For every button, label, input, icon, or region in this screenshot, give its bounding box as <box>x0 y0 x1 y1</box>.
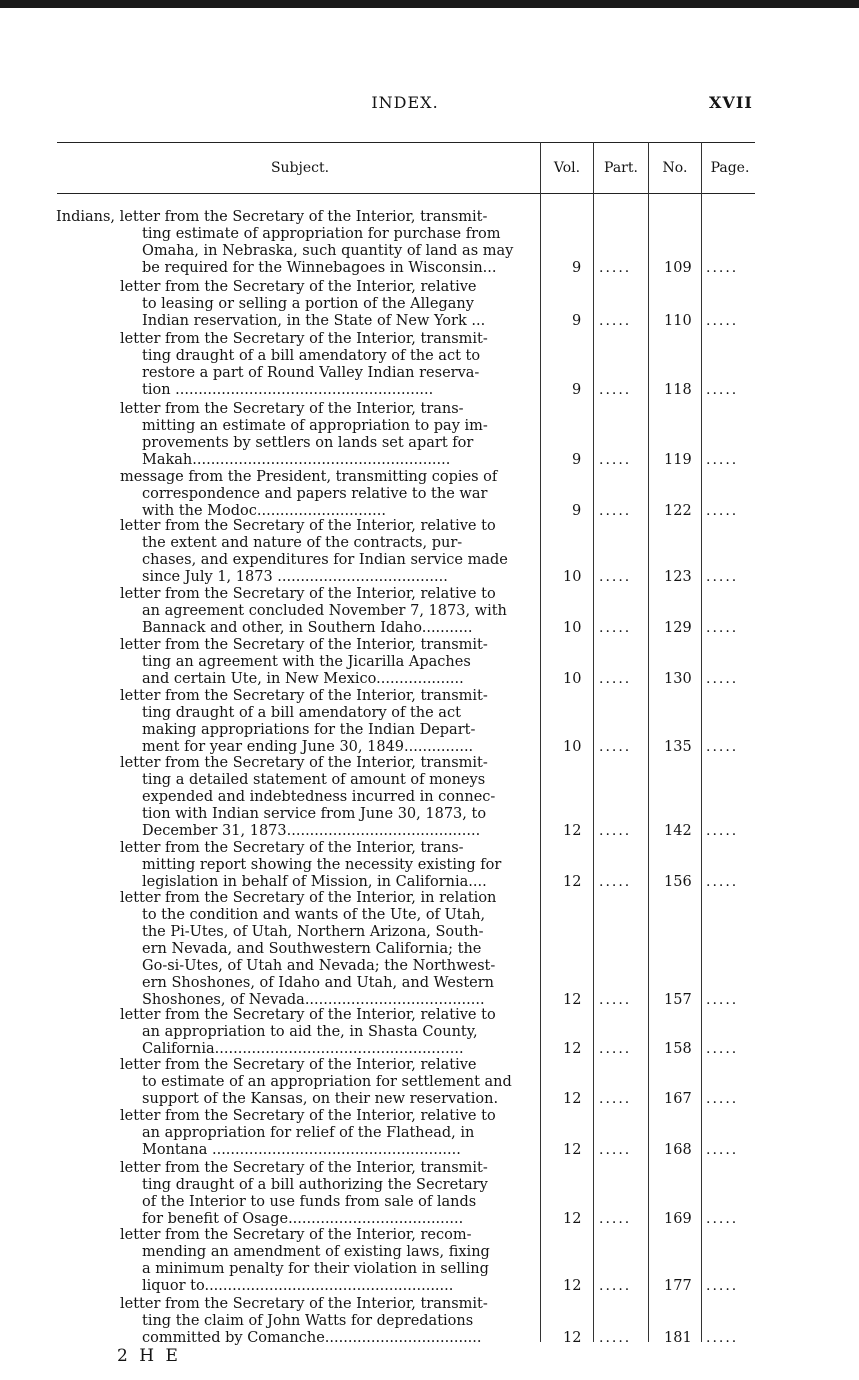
entry-no: 123 <box>664 569 692 585</box>
subject-line: Makah........................................................ <box>142 452 451 468</box>
entry-page-blank: ..... <box>706 992 739 1008</box>
subject-line: for benefit of Osage...................................... <box>142 1211 464 1227</box>
entry-vol: 12 <box>563 1278 582 1294</box>
subject-line: Indians, letter from the Secretary of the Interior, transmit- <box>56 209 488 225</box>
table-header-rule <box>57 193 755 194</box>
entry-vol: 10 <box>563 739 582 755</box>
subject-line: ting the claim of John Watts for depredations <box>142 1313 474 1329</box>
signature-mark: 2 H E <box>117 1346 181 1366</box>
subject-line: an agreement concluded November 7, 1873, with <box>142 603 507 619</box>
subject-line: ting draught of a bill amendatory of the act <box>142 705 461 721</box>
subject-line: letter from the Secretary of the Interior, transmit- <box>120 637 488 653</box>
entry-page-blank: ..... <box>706 452 739 468</box>
subject-line: Indian reservation, in the State of New York ... <box>142 313 486 329</box>
subject-line: ment for year ending June 30, 1849............... <box>142 739 474 755</box>
entry-part-blank: ..... <box>599 1041 632 1057</box>
column-header-vol: Vol. <box>553 160 581 176</box>
entry-page-blank: ..... <box>706 1330 739 1346</box>
subject-line: to estimate of an appropriation for settlement and <box>142 1074 512 1090</box>
entry-part-blank: ..... <box>599 503 632 519</box>
entry-page-blank: ..... <box>706 1211 739 1227</box>
column-divider-part <box>593 142 594 1342</box>
entry-subject <box>120 755 536 840</box>
subject-line: letter from the Secretary of the Interior, relative <box>120 279 477 295</box>
entry-subject <box>120 637 536 688</box>
column-divider-vol <box>540 142 541 1342</box>
entry-vol: 12 <box>563 1142 582 1158</box>
entry-vol: 10 <box>563 569 582 585</box>
entry-vol: 10 <box>563 671 582 687</box>
subject-line: the Pi-Utes, of Utah, Northern Arizona, South- <box>142 924 484 940</box>
subject-line: be required for the Winnebagoes in Wisconsin... <box>142 260 497 276</box>
subject-line: expended and indebtedness incurred in connec- <box>142 789 496 805</box>
subject-line: chases, and expenditures for Indian service made <box>142 552 508 568</box>
subject-line: mitting report showing the necessity existing for <box>142 857 502 873</box>
entry-page-blank: ..... <box>706 1041 739 1057</box>
subject-line: message from the President, transmitting copies of <box>120 469 498 485</box>
entry-part-blank: ..... <box>599 671 632 687</box>
entry-vol: 12 <box>563 823 582 839</box>
top-edge-band <box>0 0 859 8</box>
entry-vol: 9 <box>572 503 582 519</box>
subject-line: making appropriations for the Indian Depart- <box>142 722 476 738</box>
subject-line: an appropriation to aid the, in Shasta County, <box>142 1024 478 1040</box>
entry-no: 122 <box>664 503 692 519</box>
column-divider-page <box>701 142 702 1342</box>
subject-line: the extent and nature of the contracts, pur- <box>142 535 463 551</box>
entry-part-blank: ..... <box>599 739 632 755</box>
entry-subject <box>120 518 536 586</box>
subject-line: letter from the Secretary of the Interior, trans- <box>120 840 464 856</box>
entry-page-blank: ..... <box>706 382 739 398</box>
column-divider-no <box>648 142 649 1342</box>
entry-vol: 12 <box>563 874 582 890</box>
entry-subject <box>120 279 536 330</box>
subject-line: ting estimate of appropriation for purchase from <box>142 226 501 242</box>
subject-line: ting draught of a bill authorizing the Secretary <box>142 1177 488 1193</box>
entry-subject <box>120 1108 536 1159</box>
subject-line: Shoshones, of Nevada....................................... <box>142 992 485 1008</box>
subject-line: Montana ...................................................... <box>142 1142 461 1158</box>
entry-part-blank: ..... <box>599 1330 632 1346</box>
entry-no: 168 <box>664 1142 692 1158</box>
subject-line: tion with Indian service from June 30, 1873, to <box>142 806 487 822</box>
subject-line: ting an agreement with the Jicarilla Apaches <box>142 654 471 670</box>
subject-line: ting a detailed statement of amount of moneys <box>142 772 486 788</box>
entry-no: 156 <box>664 874 692 890</box>
subject-line: tion ........................................................ <box>142 382 434 398</box>
entry-page-blank: ..... <box>706 260 739 276</box>
entry-no: 130 <box>664 671 692 687</box>
subject-line: ern Shoshones, of Idaho and Utah, and Western <box>142 975 495 991</box>
entry-subject <box>120 890 536 1009</box>
entry-subject <box>120 1227 536 1295</box>
subject-line: letter from the Secretary of the Interior, relative to <box>120 586 496 602</box>
entry-subject <box>120 1296 536 1347</box>
column-header-page: Page. <box>710 160 750 176</box>
entry-subject <box>120 1007 536 1058</box>
entry-subject <box>120 688 536 756</box>
subject-line: Go-si-Utes, of Utah and Nevada; the Northwest- <box>142 958 496 974</box>
subject-line: legislation in behalf of Mission, in California.... <box>142 874 487 890</box>
entry-vol: 12 <box>563 1211 582 1227</box>
entry-part-blank: ..... <box>599 992 632 1008</box>
entry-part-blank: ..... <box>599 1211 632 1227</box>
entry-page-blank: ..... <box>706 1278 739 1294</box>
entry-vol: 12 <box>563 992 582 1008</box>
subject-line: California...................................................... <box>142 1041 464 1057</box>
column-header-part: Part. <box>604 160 638 176</box>
entry-page-blank: ..... <box>706 569 739 585</box>
entry-no: 119 <box>664 452 692 468</box>
entry-part-blank: ..... <box>599 382 632 398</box>
subject-line: letter from the Secretary of the Interior, recom- <box>120 1227 472 1243</box>
entry-part-blank: ..... <box>599 569 632 585</box>
entry-subject <box>120 586 536 637</box>
entry-page-blank: ..... <box>706 1091 739 1107</box>
subject-line: support of the Kansas, on their new reservation. <box>142 1091 499 1107</box>
subject-line: a minimum penalty for their violation in selling <box>142 1261 489 1277</box>
entry-part-blank: ..... <box>599 823 632 839</box>
entry-no: 158 <box>664 1041 692 1057</box>
entry-no: 181 <box>664 1330 692 1346</box>
entry-vol: 9 <box>572 452 582 468</box>
subject-line: of the Interior to use funds from sale of lands <box>142 1194 477 1210</box>
subject-line: letter from the Secretary of the Interior, trans- <box>120 401 464 417</box>
entry-no: 129 <box>664 620 692 636</box>
subject-line: committed by Comanche.................................. <box>142 1330 482 1346</box>
subject-line: mending an amendment of existing laws, fixing <box>142 1244 490 1260</box>
page-numeral: XVII <box>709 93 753 112</box>
entry-page-blank: ..... <box>706 313 739 329</box>
subject-line: letter from the Secretary of the Interior, transmit- <box>120 1296 488 1312</box>
subject-line: letter from the Secretary of the Interior, transmit- <box>120 1160 488 1176</box>
entry-subject <box>56 209 536 277</box>
subject-line: letter from the Secretary of the Interior, transmit- <box>120 688 488 704</box>
entry-no: 135 <box>664 739 692 755</box>
entry-part-blank: ..... <box>599 1278 632 1294</box>
entry-page-blank: ..... <box>706 1142 739 1158</box>
subject-line: to leasing or selling a portion of the Allegany <box>142 296 474 312</box>
subject-line: restore a part of Round Valley Indian reserva- <box>142 365 480 381</box>
subject-line: provements by settlers on lands set apart for <box>142 435 474 451</box>
entry-subject <box>120 1160 536 1228</box>
running-head-title: INDEX. <box>371 93 439 112</box>
entry-part-blank: ..... <box>599 260 632 276</box>
entry-vol: 9 <box>572 313 582 329</box>
subject-line: and certain Ute, in New Mexico................... <box>142 671 464 687</box>
entry-no: 169 <box>664 1211 692 1227</box>
entry-vol: 12 <box>563 1041 582 1057</box>
subject-line: since July 1, 1873 ..................................... <box>142 569 448 585</box>
subject-line: letter from the Secretary of the Interior, relative to <box>120 518 496 534</box>
subject-line: letter from the Secretary of the Interior, relative <box>120 1057 477 1073</box>
subject-line: ting draught of a bill amendatory of the act to <box>142 348 481 364</box>
entry-vol: 9 <box>572 260 582 276</box>
subject-line: Omaha, in Nebraska, such quantity of land as may <box>142 243 514 259</box>
entry-no: 110 <box>664 313 692 329</box>
entry-subject <box>120 469 536 520</box>
subject-line: with the Modoc............................ <box>142 503 386 519</box>
subject-line: liquor to...................................................... <box>142 1278 454 1294</box>
table-top-rule <box>57 142 755 143</box>
entry-part-blank: ..... <box>599 1142 632 1158</box>
entry-page-blank: ..... <box>706 671 739 687</box>
entry-part-blank: ..... <box>599 313 632 329</box>
entry-part-blank: ..... <box>599 874 632 890</box>
subject-line: December 31, 1873.......................................... <box>142 823 481 839</box>
entry-subject <box>120 840 536 891</box>
entry-part-blank: ..... <box>599 452 632 468</box>
subject-line: Bannack and other, in Southern Idaho........... <box>142 620 473 636</box>
entry-subject <box>120 401 536 469</box>
column-header-no: No. <box>662 160 688 176</box>
subject-line: an appropriation for relief of the Flathead, in <box>142 1125 475 1141</box>
entry-no: 118 <box>664 382 692 398</box>
entry-no: 109 <box>664 260 692 276</box>
subject-line: ern Nevada, and Southwestern California; the <box>142 941 482 957</box>
entry-page-blank: ..... <box>706 874 739 890</box>
entry-vol: 12 <box>563 1330 582 1346</box>
subject-line: letter from the Secretary of the Interior, relative to <box>120 1108 496 1124</box>
subject-line: letter from the Secretary of the Interior, transmit- <box>120 755 488 771</box>
entry-vol: 9 <box>572 382 582 398</box>
subject-line: mitting an estimate of appropriation to pay im- <box>142 418 488 434</box>
entry-vol: 12 <box>563 1091 582 1107</box>
subject-line: letter from the Secretary of the Interior, transmit- <box>120 331 488 347</box>
subject-line: letter from the Secretary of the Interior, in relation <box>120 890 497 906</box>
entry-vol: 10 <box>563 620 582 636</box>
entry-subject <box>120 331 536 399</box>
entry-page-blank: ..... <box>706 620 739 636</box>
entry-page-blank: ..... <box>706 823 739 839</box>
column-header-subject: Subject. <box>270 160 330 176</box>
entry-page-blank: ..... <box>706 739 739 755</box>
entry-part-blank: ..... <box>599 620 632 636</box>
entry-no: 142 <box>664 823 692 839</box>
subject-line: to the condition and wants of the Ute, of Utah, <box>142 907 486 923</box>
subject-line: correspondence and papers relative to the war <box>142 486 488 502</box>
entry-part-blank: ..... <box>599 1091 632 1107</box>
subject-line: letter from the Secretary of the Interior, relative to <box>120 1007 496 1023</box>
entry-no: 167 <box>664 1091 692 1107</box>
entry-no: 177 <box>664 1278 692 1294</box>
entry-no: 157 <box>664 992 692 1008</box>
entry-subject <box>120 1057 536 1108</box>
entry-page-blank: ..... <box>706 503 739 519</box>
